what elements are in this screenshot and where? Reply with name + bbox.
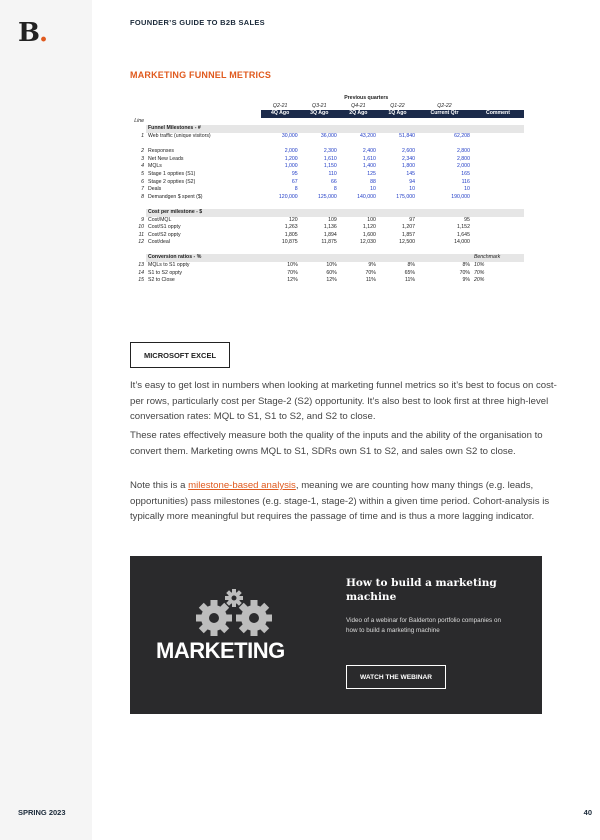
value-cell: 36,000 <box>320 132 337 139</box>
table-row <box>132 133 524 141</box>
line-number: 2 <box>141 148 144 155</box>
value-cell: 11,875 <box>321 239 337 246</box>
quarter-header: Q1-22 <box>390 102 405 109</box>
table-blank-cell <box>472 209 524 217</box>
table-blank-cell <box>378 247 417 255</box>
table-blank-cell <box>132 247 146 255</box>
quarter-header: Q2-22 <box>437 102 452 109</box>
value-cell: 1,894 <box>323 231 337 238</box>
line-number: 5 <box>141 170 144 177</box>
table-blank-cell <box>261 247 300 255</box>
value-cell: 9% <box>368 262 376 269</box>
table-blank-cell <box>472 118 524 126</box>
value-cell: 8 <box>333 186 337 193</box>
line-header: Line <box>134 117 144 124</box>
value-cell <box>339 141 378 149</box>
table-row <box>132 194 524 202</box>
webinar-promo-card <box>130 556 542 714</box>
value-cell: 120,000 <box>278 193 298 200</box>
table-blank-cell <box>339 247 378 255</box>
value-cell: 95 <box>291 170 298 177</box>
row-label: Stage 1 oppties (S1) <box>148 170 196 177</box>
comment-cell <box>472 141 524 149</box>
table-blank-cell <box>300 247 339 255</box>
table-row <box>132 179 524 187</box>
table-blank-cell <box>378 118 417 126</box>
period-header: 4Q Ago <box>261 110 300 118</box>
comment-cell <box>472 171 524 179</box>
table-row <box>132 217 524 225</box>
table-row <box>132 277 524 285</box>
table-blank-cell <box>261 209 300 217</box>
value-cell: 1,000 <box>284 163 298 170</box>
table-row <box>132 156 524 164</box>
period-header: 3Q Ago <box>300 110 339 118</box>
value-cell: 1,600 <box>362 231 376 238</box>
comment-cell <box>472 148 524 156</box>
value-cell: 2,800 <box>456 148 470 155</box>
line-number: 9 <box>141 216 144 223</box>
table-blank-cell <box>417 201 472 209</box>
table-blank-cell <box>339 118 378 126</box>
value-cell: 165 <box>461 170 470 177</box>
value-cell: 1,207 <box>402 224 416 231</box>
row-label: Cost/deal <box>148 239 170 246</box>
paragraph-conversion-rates: These rates effectively measure both the quality of the inputs and the ability of the organisation to convert them. Marketing owns MQL to S1, SDRs own S1 to S2, and sales own S2 to close. <box>130 430 543 457</box>
table-blank-cell <box>146 103 261 111</box>
table-blank-cell <box>300 209 339 217</box>
row-label: S1 to S2 oppty <box>148 269 183 276</box>
paragraph-milestone-analysis <box>130 478 560 525</box>
row-label: Web traffic (unique visitors) <box>148 132 211 139</box>
value-cell: 190,000 <box>451 193 470 200</box>
table-blank-cell <box>300 118 339 126</box>
value-cell: 12% <box>326 277 337 284</box>
microsoft-excel-button[interactable]: MICROSOFT EXCEL <box>130 342 230 368</box>
line-number: 1 <box>141 132 144 139</box>
value-cell: 1,136 <box>323 224 337 231</box>
value-cell: 70% <box>287 269 298 276</box>
row-label: Deals <box>148 186 162 193</box>
promo-title: How to build a marketing machine <box>346 577 497 603</box>
value-cell: 125 <box>367 170 376 177</box>
row-label: Net New Leads <box>148 155 184 162</box>
table-blank-cell <box>472 125 524 133</box>
value-cell: 2,800 <box>456 155 470 162</box>
value-cell: 67 <box>291 178 298 185</box>
line-number: 8 <box>141 193 144 200</box>
row-label <box>146 141 261 149</box>
metrics-table <box>132 95 524 285</box>
page-number: 40 <box>583 808 592 817</box>
value-cell <box>300 141 339 149</box>
value-cell: 12,500 <box>399 239 416 246</box>
value-cell: 43,200 <box>360 132 376 139</box>
value-cell: 2,300 <box>323 148 337 155</box>
value-cell: 70% <box>459 269 470 276</box>
value-cell: 140,000 <box>357 193 376 200</box>
comment-cell <box>472 232 524 240</box>
value-cell: 1,800 <box>402 163 416 170</box>
table-blank-cell <box>261 125 300 133</box>
table-blank-cell <box>261 118 300 126</box>
table-blank-cell <box>417 247 472 255</box>
row-label: Cost/MQL <box>148 216 172 223</box>
value-cell: 2,400 <box>362 148 376 155</box>
gears-icon <box>192 588 282 638</box>
comment-cell <box>472 217 524 225</box>
table-row <box>132 141 524 149</box>
quarter-header: Q4-21 <box>351 102 366 109</box>
table-blank-cell <box>472 103 524 111</box>
row-label: Responses <box>148 148 174 155</box>
quarter-header: Q2-21 <box>272 102 288 109</box>
table-caption: Previous quarters <box>344 95 389 101</box>
period-header: 2Q Ago <box>339 110 378 118</box>
comment-cell <box>472 239 524 247</box>
value-cell: 120 <box>289 216 298 223</box>
comment-cell <box>472 133 524 141</box>
value-cell: 60% <box>326 269 337 276</box>
value-cell: 116 <box>461 178 470 185</box>
row-label: Cost/S2 oppty <box>148 231 181 238</box>
value-cell: 1,805 <box>284 231 298 238</box>
value-cell: 65% <box>404 269 416 276</box>
line-number: 15 <box>138 277 144 284</box>
table-blank-cell <box>472 247 524 255</box>
table-blank-cell <box>300 201 339 209</box>
value-cell: 1,400 <box>362 163 376 170</box>
table-row <box>132 186 524 194</box>
value-cell: 125,000 <box>318 193 337 200</box>
row-label: MQLs to S1 oppty <box>148 262 190 269</box>
table-blank-cell <box>339 201 378 209</box>
value-cell: 94 <box>409 178 416 185</box>
value-cell: 10,875 <box>281 239 298 246</box>
paragraph-cost-per-rows: It’s easy to get lost in numbers when looking at marketing funnel metrics so it’s best to focus on cost-per rows, particularly cost per Stage-2 (S2) opportunity. It’s also best to look first at three high-level conversation rates: MQL to S1, S1 to S2, and S2 to close. <box>130 380 557 422</box>
line-number: 6 <box>141 178 144 185</box>
section-header: Funnel Milestones - # <box>146 125 261 133</box>
benchmark-header: Benchmark <box>472 254 524 262</box>
logo-letter: B <box>18 18 39 48</box>
line-number: 10 <box>138 224 144 231</box>
logo-dot: . <box>38 18 48 48</box>
value-cell: 97 <box>409 216 416 223</box>
line-number: 12 <box>138 239 144 246</box>
comment-cell <box>472 156 524 164</box>
table-blank-cell <box>261 254 300 262</box>
p3-text-after: , meaning we are counting how many things (e.g. leads, opportunities) pass milestones (e.g. stage-1, stage-2) within a given time period. Cohort-analysis is typically more meaningful but requires the passage of time and is thus a more lagging indicator. <box>130 480 550 522</box>
row-label: Cost/S1 oppty <box>148 224 181 231</box>
line-number: 11 <box>138 231 144 238</box>
table-blank-cell <box>417 209 472 217</box>
table-blank-cell <box>261 201 300 209</box>
document-page <box>92 0 600 840</box>
section-header: Conversion ratios - % <box>146 254 261 262</box>
footer-season: SPRING 2023 <box>18 808 66 817</box>
value-cell: 2,000 <box>456 163 470 170</box>
table-blank-cell <box>132 209 146 217</box>
line-number: 13 <box>138 262 144 269</box>
benchmark-cell: 70% <box>473 269 485 276</box>
table-blank-cell <box>300 254 339 262</box>
value-cell: 1,200 <box>284 155 298 162</box>
value-cell: 10% <box>326 262 337 269</box>
comment-header: Comment <box>472 110 524 118</box>
value-cell: 1,645 <box>456 231 470 238</box>
table-row <box>132 171 524 179</box>
table-blank-cell <box>378 209 417 217</box>
value-cell: 109 <box>328 216 337 223</box>
value-cell <box>417 141 472 149</box>
period-header: Current Qtr <box>417 110 472 118</box>
line-number <box>132 141 146 149</box>
value-cell: 12% <box>287 277 298 284</box>
value-cell: 95 <box>464 216 470 223</box>
comment-cell <box>472 163 524 171</box>
table-blank-cell <box>472 201 524 209</box>
value-cell: 66 <box>331 178 337 185</box>
benchmark-cell: 10% <box>473 262 485 269</box>
section-title: MARKETING FUNNEL METRICS <box>130 70 272 80</box>
value-cell: 10 <box>370 186 376 193</box>
table-blank-cell <box>378 125 417 133</box>
document-title: FOUNDER’S GUIDE TO B2B SALES <box>130 18 265 27</box>
comment-cell <box>472 224 524 232</box>
value-cell: 10 <box>409 186 416 193</box>
comment-cell <box>472 179 524 187</box>
period-header: 1Q Ago <box>378 110 417 118</box>
section-header: Cost per milestone - $ <box>146 209 261 217</box>
table-row <box>132 148 524 156</box>
table-row <box>132 163 524 171</box>
table-row <box>132 239 524 247</box>
table-blank-cell <box>417 118 472 126</box>
value-cell: 2,000 <box>284 148 298 155</box>
table-blank-cell <box>132 125 146 133</box>
row-label: Demandgen $ spent ($) <box>148 193 203 200</box>
value-cell: 8 <box>294 186 298 193</box>
table-row <box>132 262 524 270</box>
table-blank-cell <box>132 201 146 209</box>
line-number: 7 <box>141 186 144 193</box>
table-blank-cell <box>132 103 146 111</box>
quarter-header: Q3-21 <box>312 102 327 109</box>
table-blank-cell <box>300 125 339 133</box>
table-blank-cell <box>132 110 146 118</box>
value-cell: 11% <box>365 277 376 284</box>
value-cell: 10% <box>287 262 298 269</box>
value-cell: 100 <box>367 216 376 223</box>
value-cell: 110 <box>328 170 337 177</box>
value-cell: 8% <box>407 262 416 269</box>
table-blank-cell <box>132 254 146 262</box>
value-cell: 175,000 <box>396 193 416 200</box>
table-blank-cell <box>132 95 146 103</box>
row-label: MQLs <box>148 163 162 170</box>
value-cell: 1,120 <box>362 224 376 231</box>
value-cell: 88 <box>370 178 376 185</box>
benchmark-cell: 20% <box>473 277 485 284</box>
row-label: Stage 2 oppties (S2) <box>148 178 196 185</box>
sidebar <box>0 0 92 840</box>
table-blank-cell <box>339 254 378 262</box>
value-cell <box>378 141 417 149</box>
value-cell: 51,840 <box>399 132 416 139</box>
value-cell: 1,857 <box>402 231 416 238</box>
value-cell: 1,150 <box>323 163 337 170</box>
table-blank-cell <box>378 201 417 209</box>
value-cell: 1,610 <box>362 155 376 162</box>
value-cell: 1,610 <box>323 155 337 162</box>
comment-cell <box>472 194 524 202</box>
value-cell: 2,600 <box>402 148 416 155</box>
metrics-table-image <box>132 95 524 327</box>
value-cell: 11% <box>405 277 416 284</box>
value-cell: 12,030 <box>360 239 376 246</box>
milestone-analysis-link[interactable]: milestone-based analysis <box>188 480 296 491</box>
table-row <box>132 232 524 240</box>
promo-description: Video of a webinar for Balderton portfolio companies on how to build a marketing machine <box>346 617 501 634</box>
table-blank-cell <box>146 201 261 209</box>
table-row <box>132 224 524 232</box>
value-cell: 70% <box>365 269 376 276</box>
table-blank-cell <box>472 95 524 103</box>
table-blank-cell <box>378 254 417 262</box>
table-blank-cell <box>339 209 378 217</box>
line-number: 14 <box>138 269 144 276</box>
table-blank-cell <box>417 254 472 262</box>
table-blank-cell <box>146 118 261 126</box>
value-cell: 8% <box>462 262 470 269</box>
value-cell <box>261 141 300 149</box>
watch-webinar-button[interactable]: WATCH THE WEBINAR <box>346 665 446 689</box>
value-cell: 2,340 <box>402 155 416 162</box>
value-cell: 10 <box>464 186 470 193</box>
value-cell: 1,152 <box>456 224 470 231</box>
table-blank-cell <box>146 110 261 118</box>
value-cell: 30,000 <box>281 132 298 139</box>
row-label: S2 to Close <box>148 277 175 284</box>
table-blank-cell <box>146 247 261 255</box>
line-number: 3 <box>141 155 144 162</box>
table-blank-cell <box>417 125 472 133</box>
line-number: 4 <box>141 163 144 170</box>
table-blank-cell <box>339 125 378 133</box>
value-cell: 1,263 <box>284 224 298 231</box>
p3-text-before: Note this is a <box>130 480 189 491</box>
table-row <box>132 270 524 278</box>
value-cell: 145 <box>406 170 416 177</box>
value-cell: 9% <box>462 277 470 284</box>
value-cell: 62,208 <box>454 132 470 139</box>
value-cell: 14,000 <box>454 239 470 246</box>
comment-cell <box>472 186 524 194</box>
brand-logo <box>18 18 47 48</box>
marketing-image-word: MARKETING <box>156 638 285 663</box>
table-blank-cell <box>146 95 261 103</box>
